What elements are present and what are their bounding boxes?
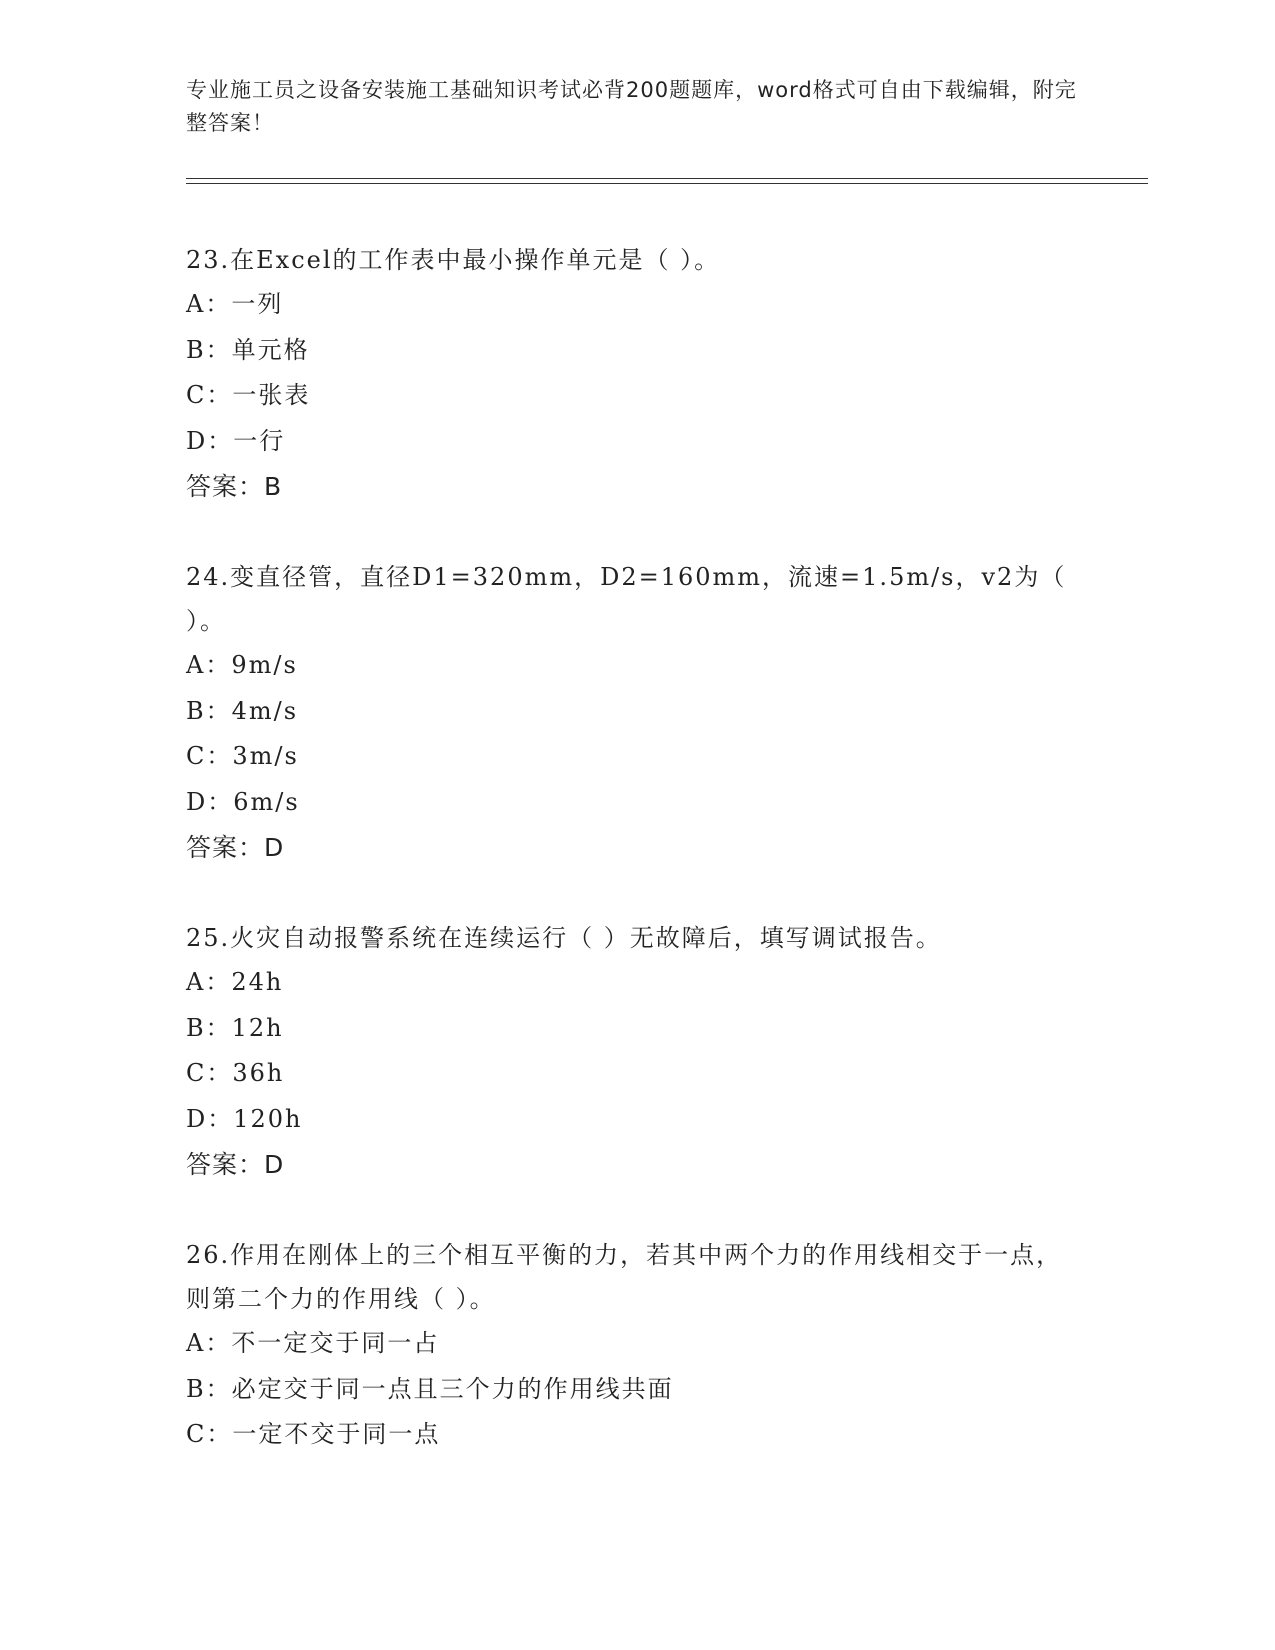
answer-line: 答案：D (186, 833, 285, 862)
question-24 (186, 555, 1086, 870)
option-c: C：一定不交于同一点 (186, 1420, 441, 1448)
question-23 (186, 238, 1086, 509)
option-c: C：一张表 (186, 381, 311, 409)
question-25 (186, 916, 1086, 1187)
header-divider-top (186, 178, 1148, 179)
option-b: B：必定交于同一点且三个力的作用线共面 (186, 1374, 674, 1403)
option-d: D：一行 (186, 426, 286, 455)
option-a: A：不一定交于同一占 (186, 1329, 440, 1357)
question-list (186, 238, 1086, 1504)
option-b: B：12h (186, 1013, 284, 1042)
option-d: D：6m/s (186, 787, 300, 816)
header-divider-bottom (186, 183, 1148, 184)
document-header: 专业施工员之设备安装施工基础知识考试必背200题题库，word格式可自由下载编辑，附完整答案！ (186, 78, 1077, 135)
answer-line: 答案：D (186, 1150, 285, 1179)
question-stem: 26.作用在刚体上的三个相互平衡的力，若其中两个力的作用线相交于一点，则第二个力的作用线（ ）。 (186, 1241, 1063, 1313)
question-stem: 23.在Excel的工作表中最小操作单元是（ ）。 (186, 246, 721, 274)
question-stem: 25.火灾自动报警系统在连续运行（ ）无故障后，填写调试报告。 (186, 924, 942, 952)
option-c: C：3m/s (186, 742, 299, 770)
question-stem: 24.变直径管，直径D1=320mm，D2=160mm，流速=1.5m/s，v2为（ ）。 (186, 563, 1067, 635)
option-b: B：单元格 (186, 335, 310, 364)
option-a: A：一列 (186, 290, 284, 318)
option-b: B：4m/s (186, 696, 299, 725)
option-a: A：9m/s (186, 651, 298, 679)
option-d: D：120h (186, 1104, 303, 1133)
option-c: C：36h (186, 1059, 285, 1087)
answer-line: 答案：B (186, 472, 283, 501)
question-26 (186, 1233, 1086, 1458)
option-a: A：24h (186, 968, 284, 996)
